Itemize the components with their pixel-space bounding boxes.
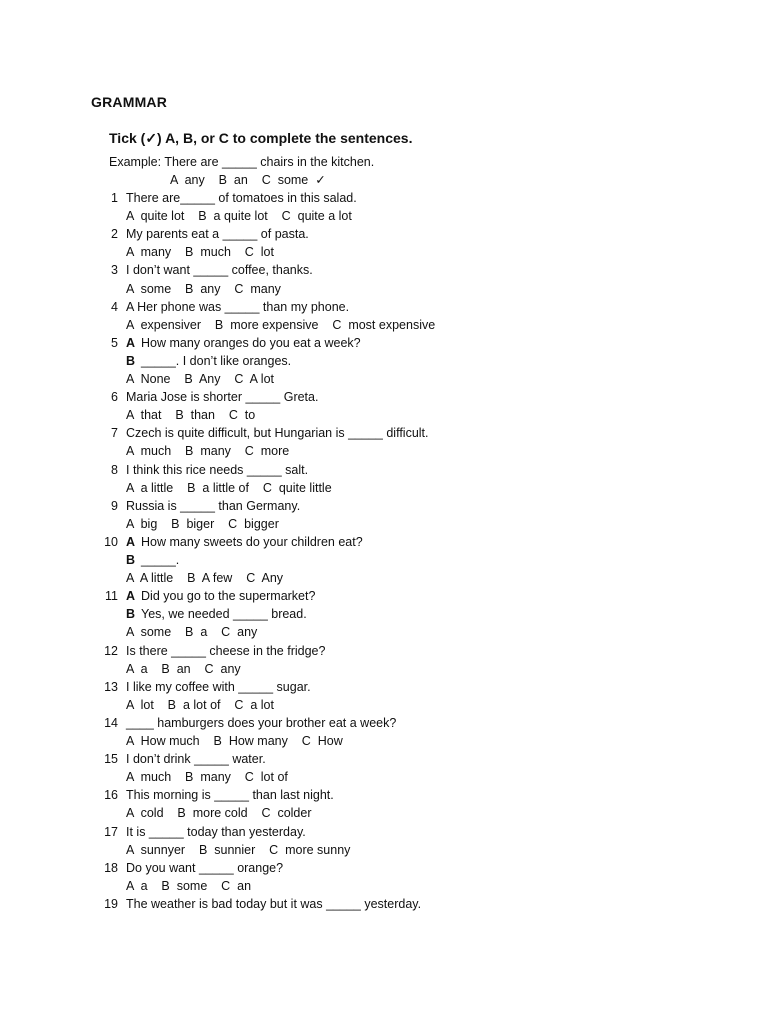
answer-options[interactable]: A How much B How many C How [126,734,350,748]
question-sentence [126,388,318,406]
sentence-text: Do you want _____ orange? [126,860,284,875]
question-number: 9 [111,498,118,513]
question-number: 15 [104,752,118,767]
question-sentence [126,298,349,316]
question-sentence [126,424,429,442]
question-number: 18 [104,860,118,875]
question-number: 7 [111,426,118,441]
sentence-text: Czech is quite difficult, but Hungarian is _____ difficult. [126,426,429,441]
sentence-text: Did you go to the supermarket? [141,589,316,604]
instruction: Tick (✓) A, B, or C to complete the sentences. [109,130,413,146]
answer-options[interactable]: A sunnyer B sunnier C more sunny [126,842,358,857]
question-sentence [126,678,311,696]
example-sentence: Example: There are _____ chairs in the kitchen. [109,155,375,169]
sentence-text: This morning is _____ than last night. [126,788,334,803]
question-sentence [126,823,306,841]
question-sentence [126,551,179,569]
page-title: GRAMMAR [91,94,168,110]
question-sentence [126,334,361,352]
question-number: 1 [111,191,118,205]
question-number: 19 [104,896,118,911]
question-number: 12 [104,643,118,658]
question-sentence [126,533,363,551]
sentence-text: How many sweets do your children eat? [141,534,363,549]
question-number: 4 [111,299,118,314]
question-number: 13 [104,679,118,694]
question-number: 5 [111,335,118,350]
question-sentence [126,225,309,243]
sentence-text: I don’t drink _____ water. [126,752,266,767]
question-sentence [126,189,357,207]
sentence-text: How many oranges do you eat a week? [141,335,361,350]
question-number: 3 [111,263,118,278]
question-number: 2 [111,227,118,242]
question-sentence [126,261,313,279]
question-number: 6 [111,390,118,405]
sentence-text: There are_____ of tomatoes in this salad. [126,191,357,205]
question-sentence [126,859,283,877]
question-sentence [126,352,291,370]
question-sentence [126,750,266,768]
question-number: 16 [104,788,118,803]
speaker-label: A [126,589,136,604]
question-number: 8 [111,462,118,477]
answer-options[interactable]: A big B biger C bigger [126,516,286,531]
sentence-text: Russia is _____ than Germany. [126,498,301,513]
sentence-text: I don’t want _____ coffee, thanks. [126,263,313,278]
sentence-text: Is there _____ cheese in the fridge? [126,643,326,658]
sentence-text: My parents eat a _____ of pasta. [126,227,309,242]
speaker-label: A [126,335,136,350]
sentence-text: I think this rice needs _____ salt. [126,462,309,477]
answer-options[interactable]: A expensiver B more expensive C most expensive [126,317,443,332]
question-sentence [126,895,421,913]
answer-options[interactable]: A that B than C to [126,408,263,423]
answer-options[interactable]: A some B a C any [126,625,265,640]
answer-options[interactable]: A quite lot B a quite lot C quite a lot [126,209,359,224]
question-sentence [126,497,300,515]
question-number: 14 [104,715,118,730]
question-number: 10 [104,534,118,549]
answer-options[interactable]: A a B an C any [126,661,248,676]
sentence-text: _____. [141,553,180,567]
sentence-text: The weather is bad today but it was _____ yesterday. [126,896,422,911]
sentence-text: A Her phone was _____ than my phone. [126,299,350,314]
answer-options[interactable]: A much B many C more [126,444,297,459]
sentence-text: _____. I don’t like oranges. [141,353,292,368]
answer-options[interactable]: A lot B a lot of C a lot [126,697,281,712]
speaker-label: B [126,607,136,622]
question-sentence [126,587,315,605]
sentence-text: Maria Jose is shorter _____ Greta. [126,390,319,405]
sentence-text: I like my coffee with _____ sugar. [126,679,311,694]
answer-options[interactable]: A A little B A few C Any [126,571,290,586]
question-number: 17 [104,824,118,839]
question-sentence [126,786,334,804]
question-number: 11 [105,589,118,604]
answer-options[interactable]: A some B any C many [126,281,288,296]
sentence-text: Yes, we needed _____ bread. [141,607,307,622]
sentence-text: It is _____ today than yesterday. [126,824,306,839]
answer-options[interactable]: A much B many C lot of [126,770,295,785]
question-sentence [126,714,396,732]
answer-options[interactable]: A None B Any C A lot [126,372,281,386]
answer-options[interactable]: A many B much C lot [126,245,281,260]
answer-options[interactable]: A a B some C an [126,878,259,893]
example-options: A any B an C some ✓ [170,173,326,187]
question-sentence [126,461,308,479]
sentence-text: ____ hamburgers does your brother eat a week? [126,715,397,730]
speaker-label: B [126,353,136,368]
answer-options[interactable]: A a little B a little of C quite little [126,480,339,495]
question-sentence [126,642,325,660]
answer-options[interactable]: A cold B more cold C colder [126,806,319,821]
speaker-label: A [126,534,136,549]
question-sentence [126,605,307,623]
speaker-label: B [126,553,136,567]
